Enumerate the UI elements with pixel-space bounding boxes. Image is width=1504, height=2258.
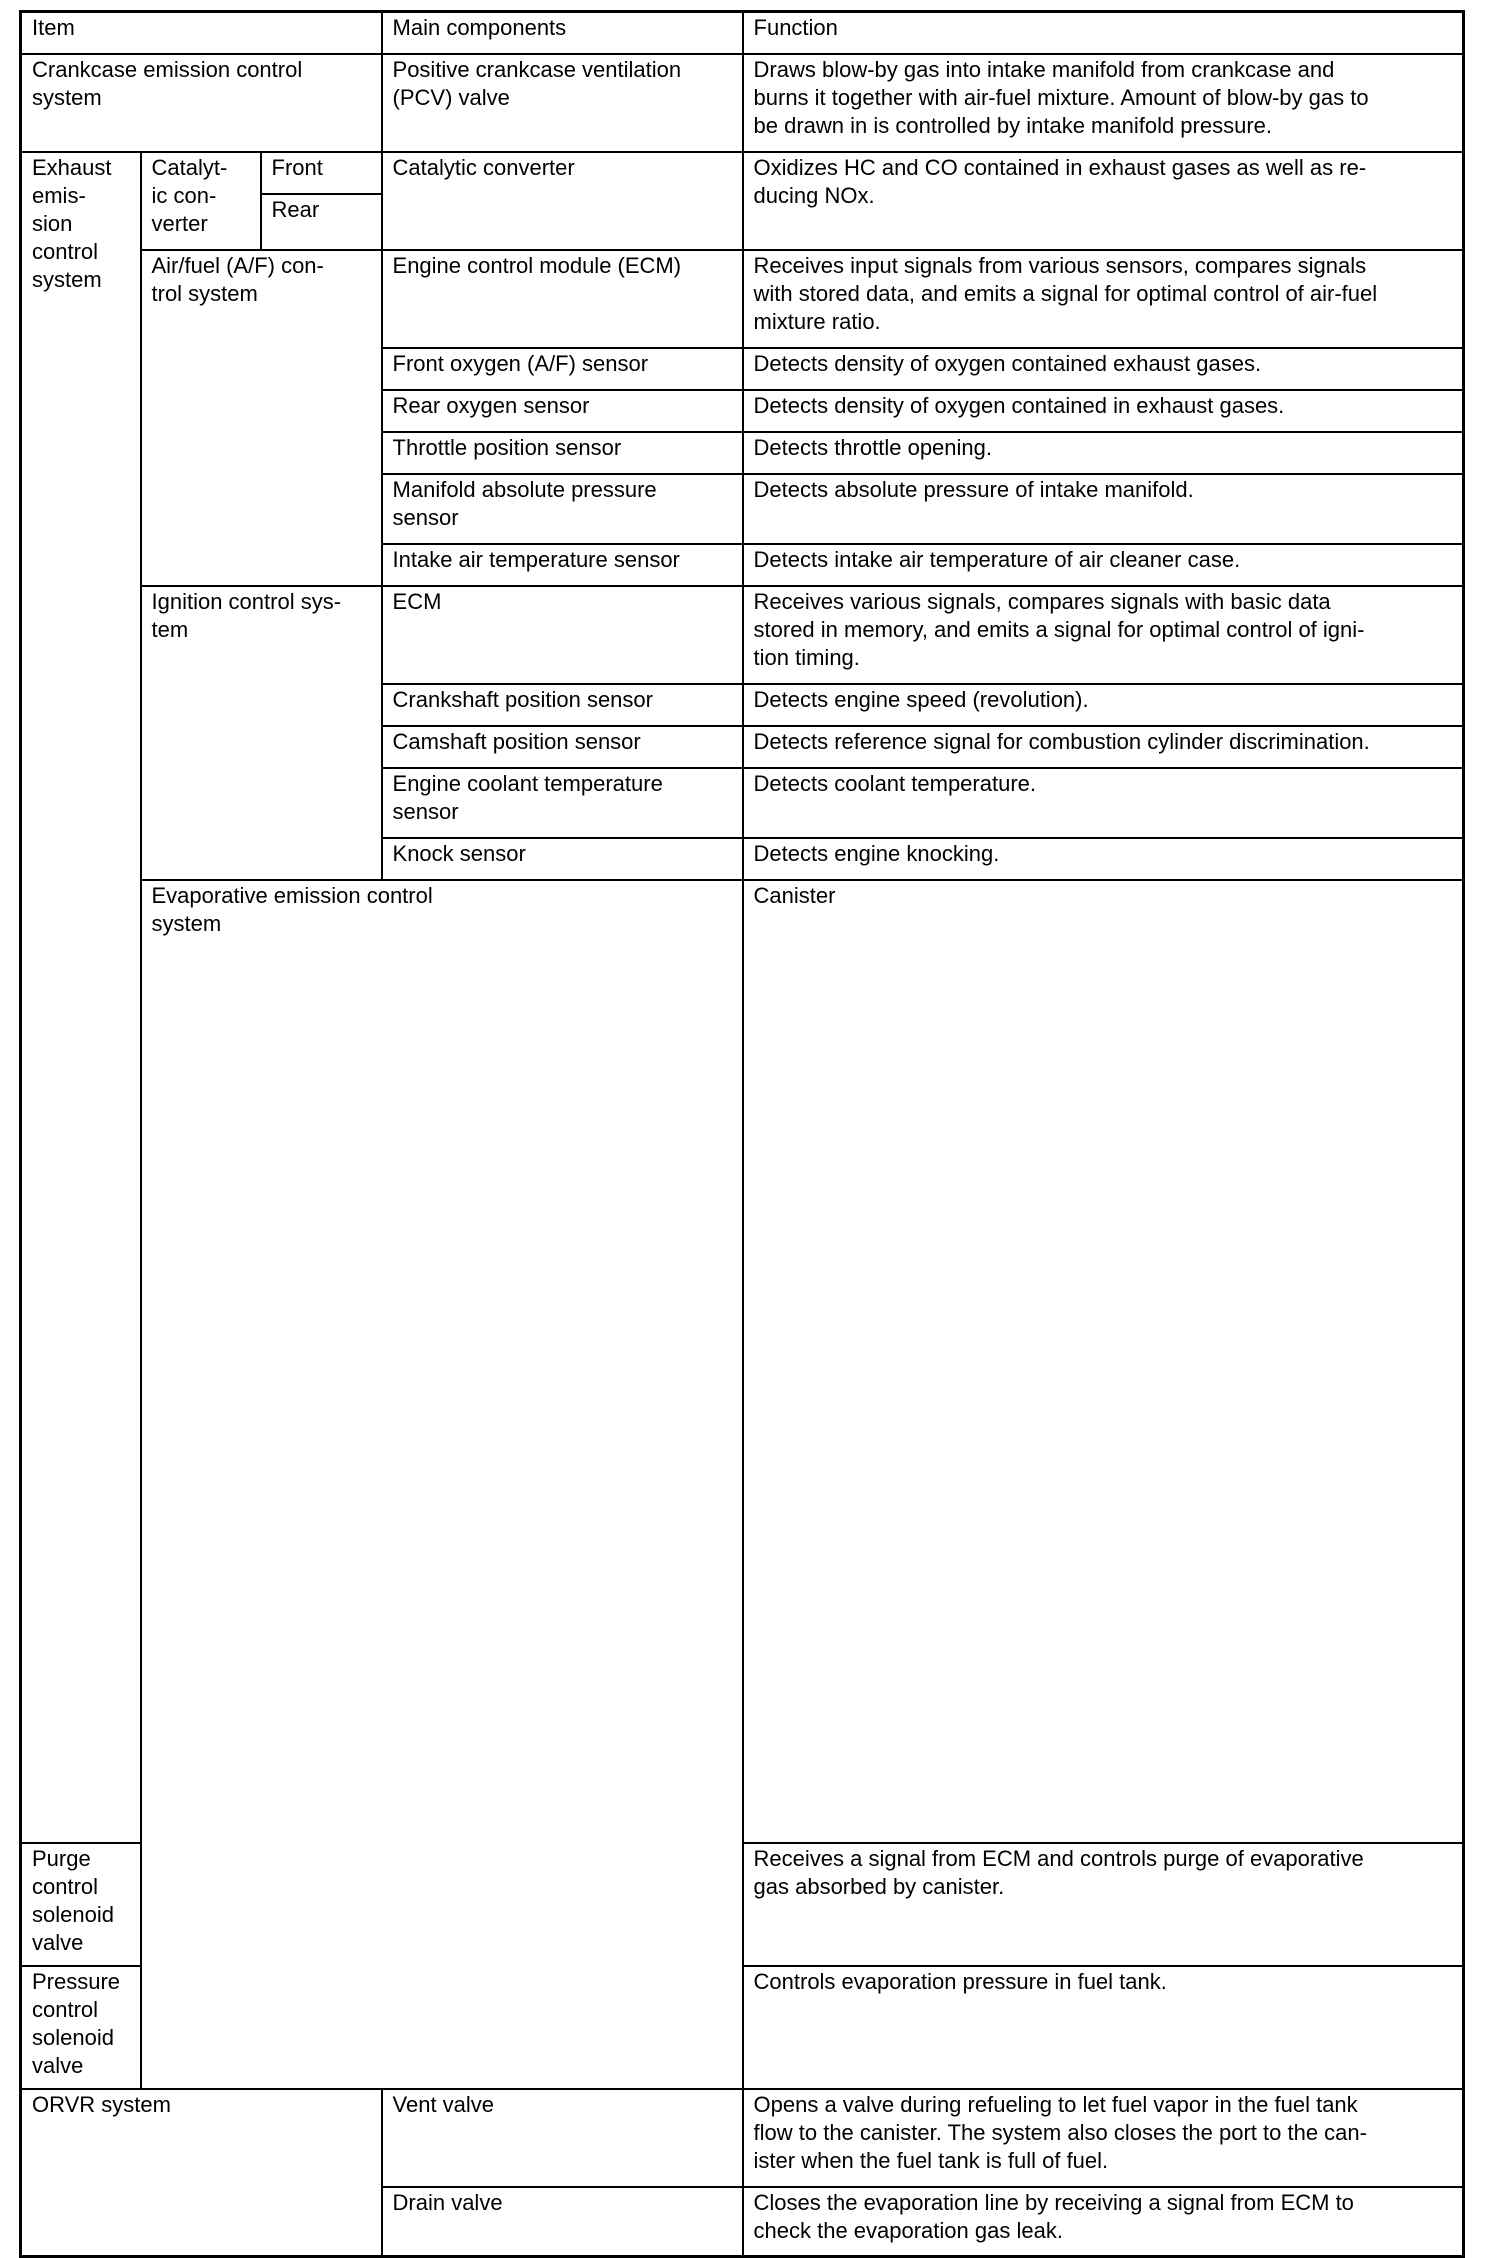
component-cell: Throttle position sensor [382,432,743,474]
function-cell: Opens a valve during refueling to let fuel vapor in the fuel tank flow to the canister. The system also closes the port to the can- ister when the fuel tank is full of fuel. [743,2089,1464,2187]
catalytic-rear-label: Rear [261,194,382,250]
function-cell: Receives various signals, compares signals with basic data stored in memory, and emits a signal for optimal control of igni- tion timing. [743,586,1464,684]
ignition-control-system-label: Ignition control sys- tem [141,586,382,880]
af-control-system-label: Air/fuel (A/F) con- trol system [141,250,382,586]
evaporative-item: Evaporative emission control system [141,880,743,2089]
function-cell: Detects density of oxygen contained exhaust gases. [743,348,1464,390]
component-cell: Positive crankcase ventilation (PCV) valve [382,54,743,152]
component-cell: Canister [743,880,1464,1843]
function-cell: Detects reference signal for combustion cylinder discrimination. [743,726,1464,768]
function-cell: Receives a signal from ECM and controls purge of evaporative gas absorbed by canister. [743,1843,1464,1966]
function-cell: Oxidizes HC and CO contained in exhaust gases as well as re- ducing NOx. [743,152,1464,250]
header-main-components: Main components [382,12,743,54]
header-row [21,12,1464,54]
component-cell: Vent valve [382,2089,743,2187]
function-cell: Controls evaporation pressure in fuel tank. [743,1966,1464,2089]
table-row [21,152,1464,194]
component-cell: ECM [382,586,743,684]
function-cell: Detects density of oxygen contained in exhaust gases. [743,390,1464,432]
table-row [21,250,1464,348]
component-cell: Camshaft position sensor [382,726,743,768]
table-row [21,2089,1464,2187]
function-cell: Detects intake air temperature of air cleaner case. [743,544,1464,586]
component-cell: Engine control module (ECM) [382,250,743,348]
component-cell: Engine coolant temperature sensor [382,768,743,838]
emission-control-table [19,10,1465,2258]
component-cell: Purge control solenoid valve [21,1843,141,1966]
component-cell: Pressure control solenoid valve [21,1966,141,2089]
exhaust-item: Exhaust emis- sion control system [21,152,141,1843]
header-item: Item [21,12,382,54]
crankcase-item: Crankcase emission control system [21,54,382,152]
component-cell: Rear oxygen sensor [382,390,743,432]
catalytic-converter-label: Catalyt- ic con- verter [141,152,261,250]
function-cell: Receives input signals from various sensors, compares signals with stored data, and emits a signal for optimal control of air-fuel mixture ratio. [743,250,1464,348]
table-row [21,54,1464,152]
component-cell: Drain valve [382,2187,743,2257]
component-cell: Knock sensor [382,838,743,880]
orvr-item: ORVR system [21,2089,382,2257]
table-row [21,586,1464,684]
function-cell: Draws blow-by gas into intake manifold from crankcase and burns it together with air-fuel mixture. Amount of blow-by gas to be drawn in is controlled by intake manifold pressure. [743,54,1464,152]
component-cell: Front oxygen (A/F) sensor [382,348,743,390]
header-function: Function [743,12,1464,54]
function-cell: Detects throttle opening. [743,432,1464,474]
function-cell: Closes the evaporation line by receiving a signal from ECM to check the evaporation gas leak. [743,2187,1464,2257]
component-cell: Intake air temperature sensor [382,544,743,586]
function-cell: Detects absolute pressure of intake manifold. [743,474,1464,544]
component-cell: Manifold absolute pressure sensor [382,474,743,544]
function-cell: Detects engine speed (revolution). [743,684,1464,726]
component-cell: Catalytic converter [382,152,743,250]
function-cell: Detects coolant temperature. [743,768,1464,838]
component-cell: Crankshaft position sensor [382,684,743,726]
catalytic-front-label: Front [261,152,382,194]
function-cell: Detects engine knocking. [743,838,1464,880]
table-row [21,880,1464,1843]
